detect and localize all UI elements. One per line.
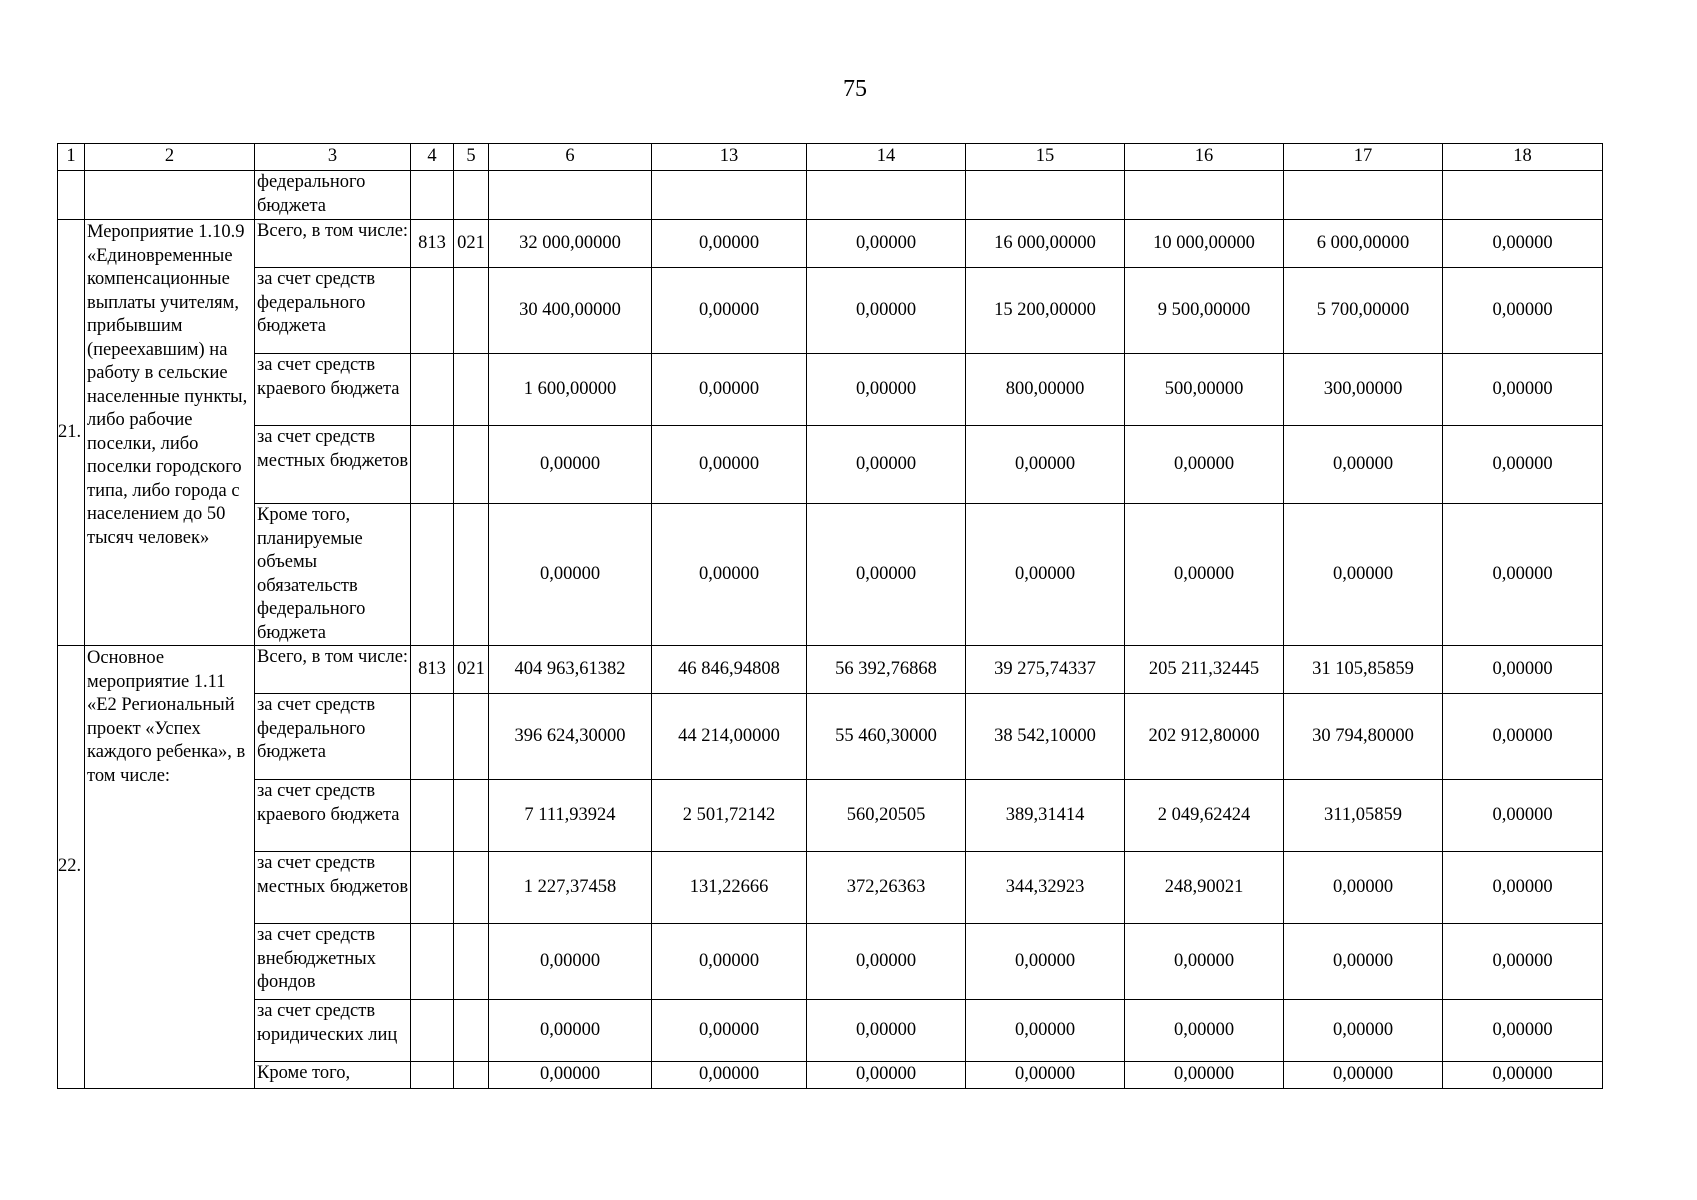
column-number: 16 <box>1125 144 1284 171</box>
amount-cell: 300,00000 <box>1284 354 1443 426</box>
amount-cell: 0,00000 <box>489 504 652 646</box>
amount-cell: 2 049,62424 <box>1125 780 1284 852</box>
amount-cell: 5 700,00000 <box>1284 268 1443 354</box>
amount-cell: 0,00000 <box>1284 924 1443 1000</box>
amount-cell: 0,00000 <box>652 1062 807 1089</box>
amount-cell: 202 912,80000 <box>1125 694 1284 780</box>
amount-cell: 0,00000 <box>807 220 966 268</box>
table-row <box>58 426 1603 504</box>
column-number: 6 <box>489 144 652 171</box>
measure-name: Мероприятие 1.10.9 «Единовременные компенсационные выплаты учителям, прибывшим (переехавшим) на работу в сельские населенные пункты, либо рабочие поселки, либо поселки городского типа, либо города с населением до 50 тысяч человек» <box>85 220 255 646</box>
amount-cell: 0,00000 <box>1443 426 1603 504</box>
amount-cell: 0,00000 <box>1443 1062 1603 1089</box>
funding-source: федерального бюджета <box>255 171 411 220</box>
amount-cell: 0,00000 <box>1284 426 1443 504</box>
ministry-code <box>411 924 454 1000</box>
column-number-header-row <box>58 144 1603 171</box>
amount-cell: 0,00000 <box>652 1000 807 1062</box>
ministry-code <box>411 426 454 504</box>
table-row <box>58 1000 1603 1062</box>
amount-cell: 56 392,76868 <box>807 646 966 694</box>
measure-name <box>85 171 255 220</box>
table-row <box>58 268 1603 354</box>
amount-cell: 0,00000 <box>652 220 807 268</box>
amount-cell: 9 500,00000 <box>1125 268 1284 354</box>
section-code: 021 <box>454 220 489 268</box>
row-index: 21. <box>58 220 85 646</box>
funding-source: за счет средств федерального бюджета <box>255 268 411 354</box>
amount-cell: 0,00000 <box>1284 1062 1443 1089</box>
amount-cell: 0,00000 <box>1443 1000 1603 1062</box>
measures-body <box>58 220 1603 1089</box>
amount-cell: 0,00000 <box>807 1000 966 1062</box>
ministry-code <box>411 504 454 646</box>
amount-cell: 46 846,94808 <box>652 646 807 694</box>
measure-name: Основное мероприятие 1.11 «Е2 Региональный проект «Успех каждого ребенка», в том числе: <box>85 646 255 1089</box>
section-code <box>454 426 489 504</box>
amount-cell: 0,00000 <box>1443 504 1603 646</box>
amount-cell: 311,05859 <box>1284 780 1443 852</box>
row-index <box>58 171 85 220</box>
ministry-code <box>411 354 454 426</box>
amount-cell: 44 214,00000 <box>652 694 807 780</box>
amount-cell: 0,00000 <box>807 504 966 646</box>
amount-cell: 0,00000 <box>966 504 1125 646</box>
amount-cell: 30 400,00000 <box>489 268 652 354</box>
column-number: 2 <box>85 144 255 171</box>
amount-cell: 0,00000 <box>652 354 807 426</box>
amount-cell: 560,20505 <box>807 780 966 852</box>
funding-source: за счет средств юридических лиц <box>255 1000 411 1062</box>
amount-cell: 0,00000 <box>966 924 1125 1000</box>
amount-cell: 1 227,37458 <box>489 852 652 924</box>
amount-cell: 10 000,00000 <box>1125 220 1284 268</box>
amount-cell: 0,00000 <box>652 268 807 354</box>
table-row <box>58 924 1603 1000</box>
ministry-code <box>411 780 454 852</box>
amount-cell: 0,00000 <box>489 426 652 504</box>
column-number: 5 <box>454 144 489 171</box>
amount-cell: 0,00000 <box>652 504 807 646</box>
amount-cell: 1 600,00000 <box>489 354 652 426</box>
section-code <box>454 268 489 354</box>
amount-cell: 0,00000 <box>966 426 1125 504</box>
amount-cell: 0,00000 <box>652 426 807 504</box>
table-row <box>58 852 1603 924</box>
funding-source: за счет средств местных бюджетов <box>255 426 411 504</box>
amount-cell: 0,00000 <box>966 1000 1125 1062</box>
funding-source: Кроме того, планируемые объемы обязательств федерального бюджета <box>255 504 411 646</box>
amount-cell: 0,00000 <box>1125 504 1284 646</box>
amount-cell: 0,00000 <box>966 1062 1125 1089</box>
funding-source: за счет средств краевого бюджета <box>255 780 411 852</box>
budget-table <box>57 143 1603 1089</box>
amount-cell: 500,00000 <box>1125 354 1284 426</box>
amount-cell: 15 200,00000 <box>966 268 1125 354</box>
section-code <box>454 504 489 646</box>
amount-cell: 0,00000 <box>807 354 966 426</box>
amount-cell: 800,00000 <box>966 354 1125 426</box>
table-row <box>58 694 1603 780</box>
amount-cell: 55 460,30000 <box>807 694 966 780</box>
amount-cell: 16 000,00000 <box>966 220 1125 268</box>
amount-cell: 396 624,30000 <box>489 694 652 780</box>
amount-cell: 389,31414 <box>966 780 1125 852</box>
funding-source: за счет средств внебюджетных фондов <box>255 924 411 1000</box>
amount-cell: 0,00000 <box>1284 504 1443 646</box>
ministry-code <box>411 852 454 924</box>
section-code <box>454 1062 489 1089</box>
amount-cell: 0,00000 <box>807 268 966 354</box>
amount-cell: 0,00000 <box>489 1062 652 1089</box>
amount-cell: 2 501,72142 <box>652 780 807 852</box>
amount-cell: 0,00000 <box>1443 852 1603 924</box>
amount-cell: 39 275,74337 <box>966 646 1125 694</box>
amount-cell: 404 963,61382 <box>489 646 652 694</box>
section-code <box>454 694 489 780</box>
column-number: 18 <box>1443 144 1603 171</box>
amount-cell: 0,00000 <box>1443 694 1603 780</box>
page-number: 75 <box>843 76 867 102</box>
table-row <box>58 220 1603 268</box>
funding-source: Всего, в том числе: <box>255 220 411 268</box>
section-code <box>454 924 489 1000</box>
amount-cell: 0,00000 <box>1443 268 1603 354</box>
amount-cell: 0,00000 <box>489 1000 652 1062</box>
amount-cell: 38 542,10000 <box>966 694 1125 780</box>
table-row <box>58 354 1603 426</box>
section-code <box>454 1000 489 1062</box>
row-index: 22. <box>58 646 85 1089</box>
amount-cell: 0,00000 <box>807 924 966 1000</box>
section-code: 021 <box>454 646 489 694</box>
amount-cell: 0,00000 <box>652 924 807 1000</box>
amount-cell: 0,00000 <box>1125 924 1284 1000</box>
column-number: 4 <box>411 144 454 171</box>
amount-cell: 0,00000 <box>1125 426 1284 504</box>
ministry-code <box>411 268 454 354</box>
section-code <box>454 852 489 924</box>
amount-cell: 32 000,00000 <box>489 220 652 268</box>
amount-cell: 131,22666 <box>652 852 807 924</box>
amount-cell: 0,00000 <box>1125 1062 1284 1089</box>
amount-cell: 0,00000 <box>1443 646 1603 694</box>
amount-cell: 7 111,93924 <box>489 780 652 852</box>
funding-source: за счет средств местных бюджетов <box>255 852 411 924</box>
funding-source: за счет средств краевого бюджета <box>255 354 411 426</box>
ministry-code <box>411 1062 454 1089</box>
section-code <box>454 354 489 426</box>
ministry-code <box>411 694 454 780</box>
column-number: 15 <box>966 144 1125 171</box>
amount-cell: 205 211,32445 <box>1125 646 1284 694</box>
amount-cell: 0,00000 <box>489 924 652 1000</box>
carryover-row <box>58 171 1603 220</box>
table-row <box>58 646 1603 694</box>
amount-cell: 0,00000 <box>1443 924 1603 1000</box>
funding-source: Всего, в том числе: <box>255 646 411 694</box>
amount-cell: 248,90021 <box>1125 852 1284 924</box>
ministry-code: 813 <box>411 646 454 694</box>
amount-cell: 0,00000 <box>1284 1000 1443 1062</box>
column-number: 1 <box>58 144 85 171</box>
column-number: 14 <box>807 144 966 171</box>
amount-cell: 31 105,85859 <box>1284 646 1443 694</box>
funding-source: Кроме того, <box>255 1062 411 1089</box>
table-row <box>58 780 1603 852</box>
amount-cell: 0,00000 <box>1443 220 1603 268</box>
ministry-code <box>411 1000 454 1062</box>
table-row <box>58 1062 1603 1089</box>
amount-cell: 30 794,80000 <box>1284 694 1443 780</box>
amount-cell: 372,26363 <box>807 852 966 924</box>
column-number: 13 <box>652 144 807 171</box>
table-row <box>58 504 1603 646</box>
amount-cell: 0,00000 <box>1443 354 1603 426</box>
ministry-code: 813 <box>411 220 454 268</box>
amount-cell: 0,00000 <box>1443 780 1603 852</box>
amount-cell: 0,00000 <box>807 426 966 504</box>
amount-cell: 0,00000 <box>807 1062 966 1089</box>
amount-cell: 344,32923 <box>966 852 1125 924</box>
funding-source: за счет средств федерального бюджета <box>255 694 411 780</box>
amount-cell: 0,00000 <box>1125 1000 1284 1062</box>
column-number: 17 <box>1284 144 1443 171</box>
amount-cell: 0,00000 <box>1284 852 1443 924</box>
amount-cell: 6 000,00000 <box>1284 220 1443 268</box>
section-code <box>454 780 489 852</box>
column-number: 3 <box>255 144 411 171</box>
